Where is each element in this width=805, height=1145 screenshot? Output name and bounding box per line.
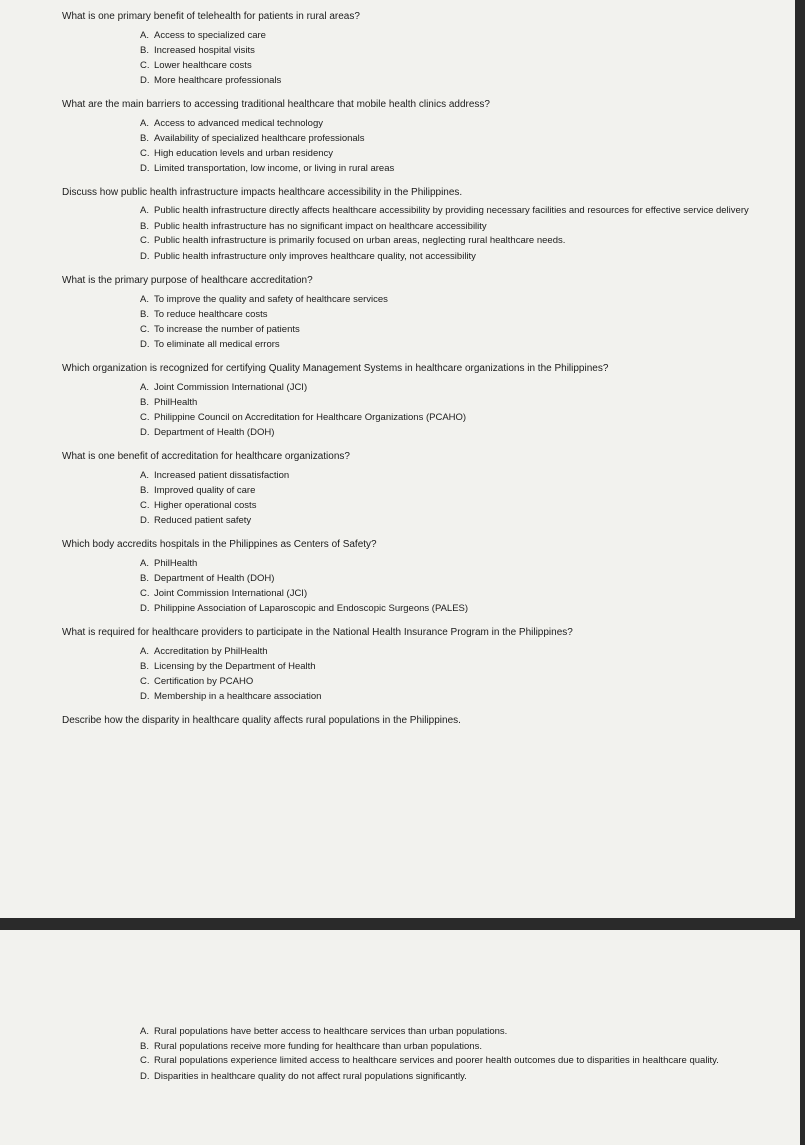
option-letter: A. bbox=[140, 30, 149, 41]
answer-option[interactable] bbox=[140, 204, 775, 217]
answer-option[interactable] bbox=[140, 644, 775, 659]
options-list bbox=[140, 556, 775, 616]
option-text: Reduced patient safety bbox=[154, 515, 252, 526]
option-letter: C. bbox=[140, 60, 150, 71]
answer-option[interactable] bbox=[140, 689, 775, 704]
answer-option[interactable] bbox=[140, 337, 775, 352]
option-text: Certification by PCAHO bbox=[154, 676, 254, 687]
questions-list bbox=[62, 10, 775, 728]
option-text: Joint Commission International (JCI) bbox=[154, 588, 308, 599]
options-list bbox=[140, 468, 775, 528]
option-text: Improved quality of care bbox=[154, 485, 256, 496]
answer-option[interactable] bbox=[140, 601, 775, 616]
question-block bbox=[62, 98, 775, 176]
question-text: What is one benefit of accreditation for healthcare organizations? bbox=[62, 451, 350, 462]
answer-option[interactable] bbox=[140, 1069, 780, 1084]
question-text: Which organization is recognized for certifying Quality Management Systems in healthcare organizations in the Philippines? bbox=[62, 363, 609, 374]
option-letter: C. bbox=[140, 148, 150, 159]
options-list bbox=[140, 292, 775, 352]
option-text: Rural populations have better access to healthcare services than urban populations. bbox=[154, 1026, 508, 1037]
option-text: PhilHealth bbox=[154, 397, 198, 408]
option-text: Increased hospital visits bbox=[154, 45, 255, 56]
options-list bbox=[140, 644, 775, 704]
option-text: Department of Health (DOH) bbox=[154, 573, 275, 584]
option-text: Disparities in healthcare quality do not affect rural populations significantly. bbox=[154, 1071, 467, 1082]
answer-option[interactable] bbox=[140, 1039, 780, 1054]
options-list bbox=[140, 116, 775, 176]
option-letter: B. bbox=[140, 309, 149, 320]
answer-option[interactable] bbox=[140, 468, 775, 483]
option-text: Access to advanced medical technology bbox=[154, 118, 323, 129]
question-text: What is one primary benefit of telehealth for patients in rural areas? bbox=[62, 11, 360, 22]
option-letter: D. bbox=[140, 515, 150, 526]
options-list bbox=[140, 380, 775, 440]
option-text: Rural populations experience limited access to healthcare services and poorer health outcomes due to disparities in healthcare quality. bbox=[154, 1055, 719, 1066]
option-text: Philippine Association of Laparoscopic and Endoscopic Surgeons (PALES) bbox=[154, 603, 469, 614]
option-text: To increase the number of patients bbox=[154, 324, 300, 335]
answer-option[interactable] bbox=[140, 556, 775, 571]
option-letter: D. bbox=[140, 603, 150, 614]
answer-option[interactable] bbox=[140, 73, 775, 88]
answer-option[interactable] bbox=[140, 513, 775, 528]
option-text: Increased patient dissatisfaction bbox=[154, 470, 290, 481]
option-text: Accreditation by PhilHealth bbox=[154, 646, 268, 657]
option-text: Limited transportation, low income, or living in rural areas bbox=[154, 163, 395, 174]
answer-option[interactable] bbox=[140, 498, 775, 513]
answer-option[interactable] bbox=[140, 1024, 780, 1039]
option-letter: C. bbox=[140, 235, 150, 246]
answer-option[interactable] bbox=[140, 161, 775, 176]
option-letter: D. bbox=[140, 1071, 150, 1082]
option-text: Department of Health (DOH) bbox=[154, 427, 275, 438]
option-letter: A. bbox=[140, 646, 149, 657]
option-letter: A. bbox=[140, 382, 149, 393]
options-list bbox=[140, 28, 775, 88]
question-block bbox=[62, 186, 775, 264]
answer-option[interactable] bbox=[140, 1054, 780, 1067]
question-block bbox=[62, 10, 775, 88]
option-text: Public health infrastructure only improves healthcare quality, not accessibility bbox=[154, 251, 476, 262]
answer-option[interactable] bbox=[140, 28, 775, 43]
option-text: Availability of specialized healthcare professionals bbox=[154, 133, 365, 144]
answer-option[interactable] bbox=[140, 249, 775, 264]
question-block bbox=[62, 362, 775, 440]
option-letter: A. bbox=[140, 294, 149, 305]
answer-option[interactable] bbox=[140, 146, 775, 161]
question-sheet-bottom bbox=[0, 930, 800, 1145]
option-text: High education levels and urban residency bbox=[154, 148, 334, 159]
option-text: To eliminate all medical errors bbox=[154, 339, 280, 350]
option-letter: A. bbox=[140, 558, 149, 569]
question-block bbox=[62, 450, 775, 528]
answer-option[interactable] bbox=[140, 322, 775, 337]
continued-options-list bbox=[140, 1024, 780, 1084]
option-letter: D. bbox=[140, 251, 150, 262]
option-letter: B. bbox=[140, 397, 149, 408]
answer-option[interactable] bbox=[140, 410, 775, 425]
answer-option[interactable] bbox=[140, 425, 775, 440]
option-letter: C. bbox=[140, 500, 150, 511]
question-text: Describe how the disparity in healthcare quality affects rural populations in the Philippines. bbox=[62, 715, 461, 726]
question-text: What is the primary purpose of healthcare accreditation? bbox=[62, 275, 313, 286]
option-letter: B. bbox=[140, 221, 149, 232]
option-letter: D. bbox=[140, 691, 150, 702]
option-letter: D. bbox=[140, 75, 150, 86]
option-letter: B. bbox=[140, 45, 149, 56]
answer-option[interactable] bbox=[140, 43, 775, 58]
option-letter: C. bbox=[140, 676, 150, 687]
option-text: Public health infrastructure is primarily focused on urban areas, neglecting rural healthcare needs. bbox=[154, 235, 566, 246]
option-text: More healthcare professionals bbox=[154, 75, 282, 86]
option-letter: A. bbox=[140, 118, 149, 129]
question-text: What is required for healthcare providers to participate in the National Health Insurance Program in the Philippines? bbox=[62, 627, 573, 638]
option-letter: C. bbox=[140, 324, 150, 335]
option-text: Access to specialized care bbox=[154, 30, 266, 41]
option-text: Public health infrastructure directly affects healthcare accessibility by providing necessary facilities and resources for effective service delivery bbox=[154, 205, 749, 216]
option-letter: B. bbox=[140, 573, 149, 584]
question-block bbox=[62, 714, 775, 728]
question-block bbox=[62, 626, 775, 704]
option-text: Lower healthcare costs bbox=[154, 60, 252, 71]
question-text: Which body accredits hospitals in the Philippines as Centers of Safety? bbox=[62, 539, 377, 550]
option-letter: C. bbox=[140, 412, 150, 423]
options-list bbox=[140, 204, 775, 264]
option-letter: B. bbox=[140, 485, 149, 496]
option-letter: B. bbox=[140, 661, 149, 672]
answer-option[interactable] bbox=[140, 292, 775, 307]
answer-option[interactable] bbox=[140, 234, 775, 247]
answer-option[interactable] bbox=[140, 380, 775, 395]
option-letter: A. bbox=[140, 1026, 149, 1037]
question-text: Discuss how public health infrastructure impacts healthcare accessibility in the Philippines. bbox=[62, 187, 463, 198]
option-text: Rural populations receive more funding for healthcare than urban populations. bbox=[154, 1041, 482, 1052]
question-block bbox=[62, 538, 775, 616]
answer-option[interactable] bbox=[140, 307, 775, 322]
option-text: Membership in a healthcare association bbox=[154, 691, 322, 702]
option-letter: B. bbox=[140, 1041, 149, 1052]
option-text: PhilHealth bbox=[154, 558, 198, 569]
option-letter: B. bbox=[140, 133, 149, 144]
option-text: Higher operational costs bbox=[154, 500, 257, 511]
option-letter: A. bbox=[140, 205, 149, 216]
answer-option[interactable] bbox=[140, 58, 775, 73]
option-letter: D. bbox=[140, 163, 150, 174]
option-letter: D. bbox=[140, 427, 150, 438]
option-text: Public health infrastructure has no significant impact on healthcare accessibility bbox=[154, 221, 487, 232]
answer-option[interactable] bbox=[140, 131, 775, 146]
option-text: To improve the quality and safety of healthcare services bbox=[154, 294, 388, 305]
answer-option[interactable] bbox=[140, 395, 775, 410]
option-letter: D. bbox=[140, 339, 150, 350]
option-text: Joint Commission International (JCI) bbox=[154, 382, 308, 393]
option-text: Philippine Council on Accreditation for Healthcare Organizations (PCAHO) bbox=[154, 412, 467, 423]
answer-option[interactable] bbox=[140, 659, 775, 674]
option-text: To reduce healthcare costs bbox=[154, 309, 268, 320]
option-text: Licensing by the Department of Health bbox=[154, 661, 316, 672]
option-letter: A. bbox=[140, 470, 149, 481]
answer-option[interactable] bbox=[140, 674, 775, 689]
answer-option[interactable] bbox=[140, 116, 775, 131]
answer-option[interactable] bbox=[140, 219, 775, 234]
answer-option[interactable] bbox=[140, 571, 775, 586]
question-block bbox=[62, 274, 775, 352]
option-letter: C. bbox=[140, 588, 150, 599]
answer-option[interactable] bbox=[140, 586, 775, 601]
answer-option[interactable] bbox=[140, 483, 775, 498]
question-text: What are the main barriers to accessing traditional healthcare that mobile health clinics address? bbox=[62, 99, 490, 110]
option-letter: C. bbox=[140, 1055, 150, 1066]
